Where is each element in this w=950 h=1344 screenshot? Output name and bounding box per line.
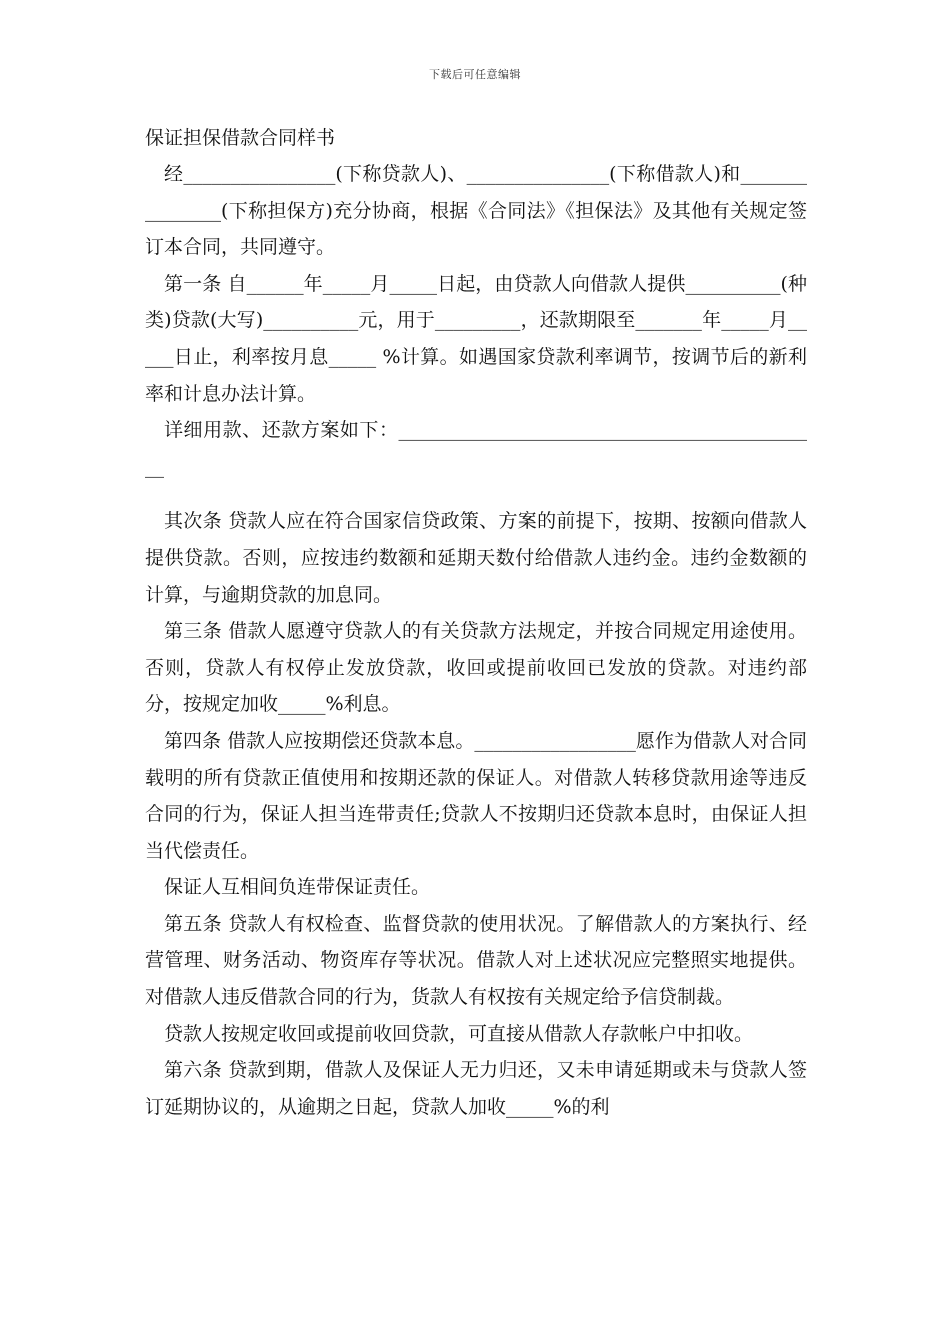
blank-line — [145, 485, 807, 503]
paragraph-article-5: 第五条 贷款人有权检查、监督贷款的使用状况。了解借款人的方案执行、经营管理、财务活动、物资库存等状况。借款人对上述状况应完整照实地提供。对借款人违反借款合同的行为，货款人有权按有关规定给予信贷制裁。 — [145, 912, 807, 1009]
paragraph-deduction: 贷款人按规定收回或提前收回贷款，可直接从借款人存款帐户中扣收。 — [164, 1022, 754, 1045]
header-note: 下载后可任意编辑 — [429, 68, 521, 81]
paragraph-repayment-plan: 详细用款、还款方案如下：_____________________________________________ — [145, 419, 807, 478]
paragraph-guarantor-liability: 保证人互相间负连带保证责任。 — [164, 876, 431, 899]
paragraph-article-3: 第三条 借款人愿遵守贷款人的有关贷款方法规定，并按合同规定用途使用。否则，贷款人有权停止发放贷款，收回或提前收回已发放的贷款。对违约部分，按规定加收_____%利息。 — [145, 620, 807, 716]
paragraph-article-1: 第一条 自______年_____月_____日起，由贷款人向借款人提供__________(种类)贷款(大写)__________元，用于_________，还款期限至_______年_____月_____日止，利率按月息_____ %计算。如遇国家贷款利率调节，按调节后的新利率和计息办法计算。 — [145, 272, 807, 405]
document-body — [145, 120, 807, 1125]
document-title: 保证担保借款合同样书 — [145, 127, 336, 149]
paragraph-article-4: 第四条 借款人应按期偿还贷款本息。_________________愿作为借款人对合同载明的所有贷款正值使用和按期还款的保证人。对借款人转移贷款用途等违反合同的行为，保证人担当连带责任;贷款人不按期归还贷款本息时，由保证人担当代偿责任。 — [145, 729, 807, 862]
paragraph-article-2: 其次条 贷款人应在符合国家信贷政策、方案的前提下，按期、按额向借款人提供贷款。否则，应按违约数额和延期天数付给借款人违约金。违约金数额的计算，与逾期贷款的加息同。 — [145, 510, 807, 606]
paragraph-article-6: 第六条 贷款到期，借款人及保证人无力归还，又未申请延期或未与贷款人签订延期协议的，从逾期之日起，贷款人加收_____%的利 — [145, 1059, 807, 1118]
paragraph-preamble: 经________________(下称贷款人)、_______________(下称借款人)和_______________(下称担保方)充分协商，根据《合同法》《担保法》及其他有关规定签订本合同，共同遵守。 — [145, 163, 807, 259]
